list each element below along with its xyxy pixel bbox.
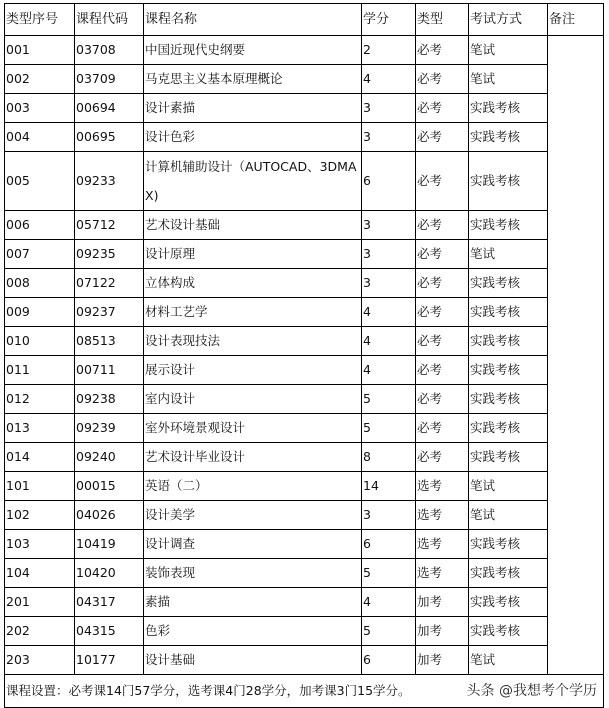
- type-cell: 必考: [416, 443, 469, 472]
- name-cell: 设计调查: [144, 530, 362, 559]
- type-cell: 必考: [416, 269, 469, 298]
- name-cell: 材料工艺学: [144, 298, 362, 327]
- seq-cell: 009: [5, 298, 75, 327]
- exam-cell: 实践考核: [469, 385, 548, 414]
- exam-cell: 实践考核: [469, 327, 548, 356]
- credit-cell: 4: [362, 588, 416, 617]
- remark-cell: [548, 36, 604, 675]
- table-row: [5, 36, 604, 65]
- code-cell: 09235: [75, 240, 144, 269]
- exam-cell: 笔试: [469, 240, 548, 269]
- name-cell: 设计素描: [144, 94, 362, 123]
- seq-cell: 001: [5, 36, 75, 65]
- credit-cell: 2: [362, 36, 416, 65]
- seq-cell: 013: [5, 414, 75, 443]
- name-cell: 艺术设计毕业设计: [144, 443, 362, 472]
- seq-cell: 008: [5, 269, 75, 298]
- credit-cell: 3: [362, 123, 416, 152]
- type-cell: 选考: [416, 472, 469, 501]
- seq-cell: 014: [5, 443, 75, 472]
- name-cell: 马克思主义基本原理概论: [144, 65, 362, 94]
- type-cell: 必考: [416, 356, 469, 385]
- credit-cell: 6: [362, 152, 416, 211]
- seq-cell: 003: [5, 94, 75, 123]
- credit-cell: 6: [362, 530, 416, 559]
- code-cell: 10419: [75, 530, 144, 559]
- exam-cell: 实践考核: [469, 617, 548, 646]
- table-row: [5, 327, 604, 356]
- type-cell: 必考: [416, 36, 469, 65]
- code-cell: 00694: [75, 94, 144, 123]
- code-cell: 04315: [75, 617, 144, 646]
- code-cell: 00711: [75, 356, 144, 385]
- type-cell: 必考: [416, 414, 469, 443]
- name-cell: 艺术设计基础: [144, 211, 362, 240]
- table-row: [5, 298, 604, 327]
- table-row: [5, 414, 604, 443]
- table-row: [5, 356, 604, 385]
- credit-cell: 5: [362, 617, 416, 646]
- seq-cell: 012: [5, 385, 75, 414]
- code-cell: 00015: [75, 472, 144, 501]
- code-cell: 07122: [75, 269, 144, 298]
- code-cell: 09237: [75, 298, 144, 327]
- code-cell: 03709: [75, 65, 144, 94]
- credit-cell: 3: [362, 240, 416, 269]
- code-cell: 04317: [75, 588, 144, 617]
- type-cell: 必考: [416, 298, 469, 327]
- exam-cell: 笔试: [469, 36, 548, 65]
- name-cell: 色彩: [144, 617, 362, 646]
- credit-cell: 6: [362, 646, 416, 675]
- header-cell: 考试方式: [469, 4, 548, 36]
- header-row: [5, 4, 604, 36]
- name-cell: 设计表现技法: [144, 327, 362, 356]
- table-row: [5, 443, 604, 472]
- credit-cell: 4: [362, 65, 416, 94]
- name-cell: 室外环境景观设计: [144, 414, 362, 443]
- name-cell: 立体构成: [144, 269, 362, 298]
- table-row: [5, 385, 604, 414]
- code-cell: 00695: [75, 123, 144, 152]
- code-cell: 09239: [75, 414, 144, 443]
- seq-cell: 002: [5, 65, 75, 94]
- type-cell: 选考: [416, 501, 469, 530]
- code-cell: 10420: [75, 559, 144, 588]
- table-row: [5, 65, 604, 94]
- credit-cell: 3: [362, 269, 416, 298]
- header-cell: 学分: [362, 4, 416, 36]
- type-cell: 必考: [416, 211, 469, 240]
- type-cell: 加考: [416, 588, 469, 617]
- exam-cell: 实践考核: [469, 443, 548, 472]
- code-cell: 09233: [75, 152, 144, 211]
- course-table: [4, 3, 604, 708]
- exam-cell: 实践考核: [469, 152, 548, 211]
- exam-cell: 实践考核: [469, 94, 548, 123]
- exam-cell: 笔试: [469, 65, 548, 94]
- exam-cell: 笔试: [469, 501, 548, 530]
- name-cell: 中国近现代史纲要: [144, 36, 362, 65]
- header-cell: 课程代码: [75, 4, 144, 36]
- exam-cell: 实践考核: [469, 414, 548, 443]
- type-cell: 必考: [416, 152, 469, 211]
- name-cell: 室内设计: [144, 385, 362, 414]
- table-row: [5, 617, 604, 646]
- credit-cell: 14: [362, 472, 416, 501]
- credit-cell: 3: [362, 94, 416, 123]
- header-cell: 课程名称: [144, 4, 362, 36]
- name-cell: 设计色彩: [144, 123, 362, 152]
- exam-cell: 实践考核: [469, 298, 548, 327]
- table-row: [5, 94, 604, 123]
- table-row: [5, 530, 604, 559]
- type-cell: 加考: [416, 617, 469, 646]
- code-cell: 03708: [75, 36, 144, 65]
- type-cell: 选考: [416, 530, 469, 559]
- table-row: [5, 240, 604, 269]
- seq-cell: 201: [5, 588, 75, 617]
- seq-cell: 103: [5, 530, 75, 559]
- header-cell: 备注: [548, 4, 604, 36]
- footer-cell: [5, 675, 604, 708]
- exam-cell: 实践考核: [469, 269, 548, 298]
- seq-cell: 202: [5, 617, 75, 646]
- name-cell: 计算机辅助设计（AUTOCAD、3DMAX): [144, 152, 362, 211]
- exam-cell: 笔试: [469, 472, 548, 501]
- table-row: [5, 152, 604, 211]
- table-row: [5, 501, 604, 530]
- table-row: [5, 588, 604, 617]
- exam-cell: 实践考核: [469, 588, 548, 617]
- name-cell: 展示设计: [144, 356, 362, 385]
- exam-cell: 笔试: [469, 646, 548, 675]
- credit-cell: 5: [362, 559, 416, 588]
- credit-cell: 5: [362, 414, 416, 443]
- name-cell: 设计基础: [144, 646, 362, 675]
- code-cell: 08513: [75, 327, 144, 356]
- seq-cell: 004: [5, 123, 75, 152]
- type-cell: 必考: [416, 94, 469, 123]
- code-cell: 04026: [75, 501, 144, 530]
- credit-cell: 5: [362, 385, 416, 414]
- table-row: [5, 559, 604, 588]
- code-cell: 09238: [75, 385, 144, 414]
- seq-cell: 007: [5, 240, 75, 269]
- credit-cell: 4: [362, 356, 416, 385]
- seq-cell: 203: [5, 646, 75, 675]
- seq-cell: 010: [5, 327, 75, 356]
- table-row: [5, 646, 604, 675]
- footer-row: [5, 675, 604, 708]
- name-cell: 英语（二）: [144, 472, 362, 501]
- table-row: [5, 472, 604, 501]
- code-cell: 05712: [75, 211, 144, 240]
- credit-cell: 4: [362, 298, 416, 327]
- table-row: [5, 123, 604, 152]
- type-cell: 选考: [416, 559, 469, 588]
- name-cell: 素描: [144, 588, 362, 617]
- name-cell: 设计美学: [144, 501, 362, 530]
- table-row: [5, 211, 604, 240]
- header-cell: 类型序号: [5, 4, 75, 36]
- credit-cell: 8: [362, 443, 416, 472]
- type-cell: 加考: [416, 646, 469, 675]
- watermark: 头条 @我想考个学历: [466, 683, 597, 699]
- exam-cell: 实践考核: [469, 356, 548, 385]
- credit-cell: 3: [362, 501, 416, 530]
- header-cell: 类型: [416, 4, 469, 36]
- type-cell: 必考: [416, 240, 469, 269]
- seq-cell: 102: [5, 501, 75, 530]
- seq-cell: 006: [5, 211, 75, 240]
- table-row: [5, 269, 604, 298]
- credit-cell: 4: [362, 327, 416, 356]
- exam-cell: 实践考核: [469, 559, 548, 588]
- type-cell: 必考: [416, 327, 469, 356]
- name-cell: 装饰表现: [144, 559, 362, 588]
- exam-cell: 实践考核: [469, 530, 548, 559]
- seq-cell: 101: [5, 472, 75, 501]
- seq-cell: 104: [5, 559, 75, 588]
- type-cell: 必考: [416, 123, 469, 152]
- exam-cell: 实践考核: [469, 211, 548, 240]
- exam-cell: 实践考核: [469, 123, 548, 152]
- credit-cell: 3: [362, 211, 416, 240]
- type-cell: 必考: [416, 385, 469, 414]
- code-cell: 10177: [75, 646, 144, 675]
- seq-cell: 005: [5, 152, 75, 211]
- type-cell: 必考: [416, 65, 469, 94]
- seq-cell: 011: [5, 356, 75, 385]
- code-cell: 09240: [75, 443, 144, 472]
- name-cell: 设计原理: [144, 240, 362, 269]
- footer-text: 课程设置：必考课14门57学分，选考课4门28学分，加考课3门15学分。: [6, 683, 411, 698]
